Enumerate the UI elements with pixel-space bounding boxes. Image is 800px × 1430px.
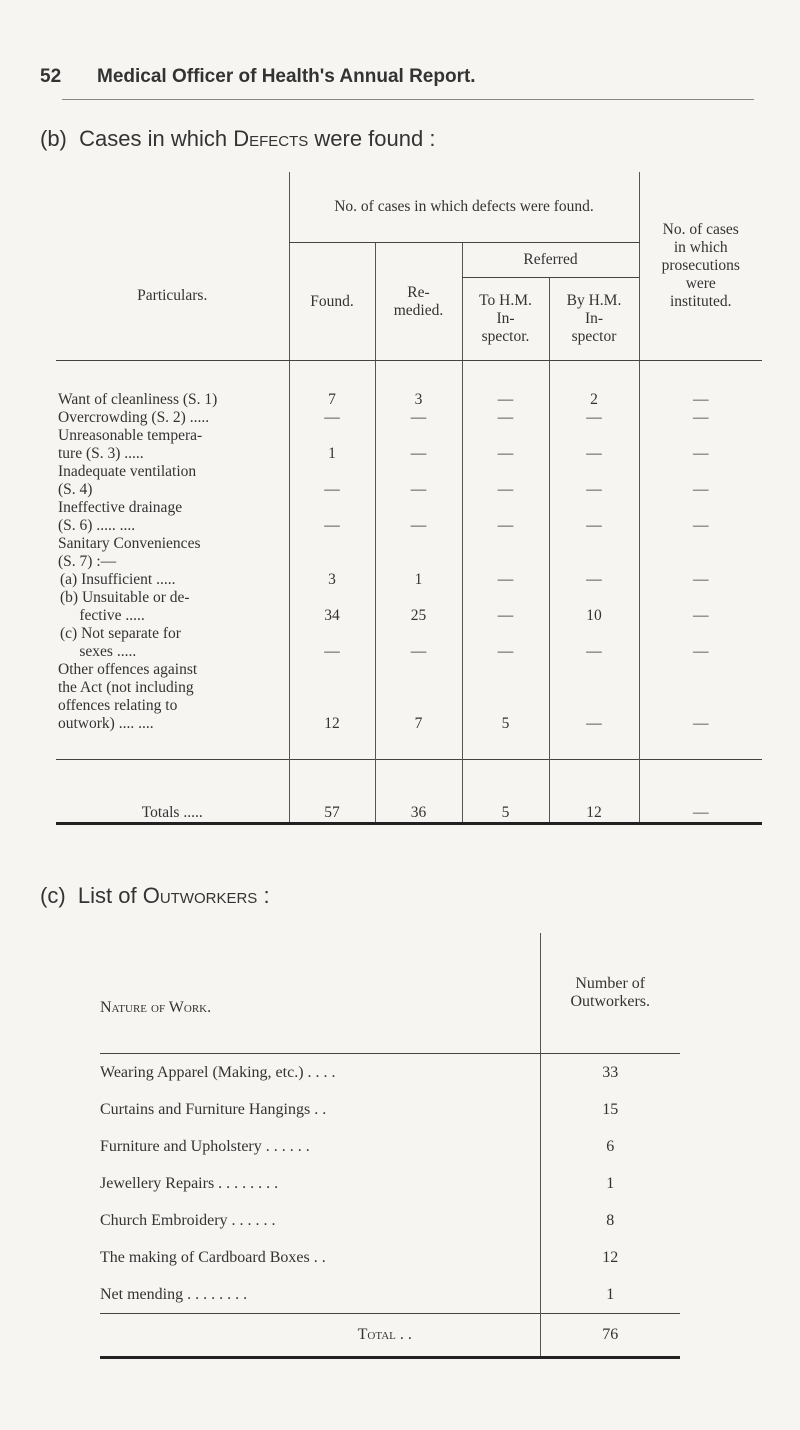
cell-remedied: 3: [375, 361, 462, 409]
total-found: 57: [289, 759, 375, 823]
row-label: Want of cleanliness (S. 1): [58, 390, 218, 408]
row-label: Ineffective drainage (S. 6) ..... ....: [58, 498, 183, 534]
cell-by-hm: [549, 535, 639, 571]
work-count: 15: [540, 1091, 680, 1128]
row-label: Sanitary Conveniences (S. 7) :—: [58, 534, 201, 570]
cell-by-hm: —: [549, 427, 639, 463]
total-remedied: 36: [375, 759, 462, 823]
cell-prosecutions: —: [639, 409, 762, 427]
cell-to-hm: —: [462, 625, 549, 661]
list-item: [100, 1091, 680, 1128]
cell-found: [289, 535, 375, 571]
work-count: 6: [540, 1128, 680, 1165]
table-row: [56, 499, 762, 535]
cell-prosecutions: —: [639, 427, 762, 463]
cell-to-hm: —: [462, 589, 549, 625]
row-label: Inadequate ventilation (S. 4): [58, 462, 197, 498]
work-nature: Wearing Apparel (Making, etc.) . . . .: [100, 1063, 336, 1081]
cell-prosecutions: [639, 535, 762, 571]
section-c-title-post: :: [257, 883, 270, 908]
list-item: [100, 1128, 680, 1165]
header-found: Found.: [289, 243, 375, 361]
header-rule: [62, 99, 754, 100]
cell-to-hm: —: [462, 361, 549, 409]
row-label: (c) Not separate for sexes .....: [60, 624, 181, 660]
cell-prosecutions: —: [639, 463, 762, 499]
work-nature: Curtains and Furniture Hangings . .: [100, 1100, 327, 1118]
work-nature: Church Embroidery . . . . . .: [100, 1211, 276, 1229]
cell-prosecutions: —: [639, 571, 762, 589]
header-prosecutions: No. of cases in which prosecutions were instituted.: [639, 172, 762, 361]
table-row: [56, 535, 762, 571]
cell-to-hm: —: [462, 571, 549, 589]
header-referred: Referred: [462, 243, 639, 278]
cell-remedied: [375, 535, 462, 571]
table-row: [56, 661, 762, 760]
defects-table: [56, 172, 762, 825]
cell-by-hm: —: [549, 661, 639, 760]
work-nature: Furniture and Upholstery . . . . . .: [100, 1137, 310, 1155]
list-item: [100, 1276, 680, 1314]
total-label: Total . .: [357, 1326, 412, 1343]
cell-to-hm: —: [462, 427, 549, 463]
work-count: 12: [540, 1239, 680, 1276]
cell-prosecutions: —: [639, 589, 762, 625]
totals-row: [56, 759, 762, 823]
row-label: Other offences against the Act (not including offences relating to outwork) .... ....: [58, 660, 198, 732]
cell-by-hm: —: [549, 409, 639, 427]
work-count: 1: [540, 1276, 680, 1314]
section-b-title-post: were found :: [308, 126, 436, 151]
cell-remedied: —: [375, 499, 462, 535]
cell-found: —: [289, 409, 375, 427]
total-to-hm: 5: [462, 759, 549, 823]
cell-prosecutions: —: [639, 625, 762, 661]
cell-remedied: —: [375, 625, 462, 661]
cell-remedied: 7: [375, 661, 462, 760]
total-row: [100, 1314, 680, 1358]
cell-found: 34: [289, 589, 375, 625]
cell-prosecutions: —: [639, 499, 762, 535]
cell-by-hm: —: [549, 463, 639, 499]
cell-to-hm: [462, 535, 549, 571]
header-particulars: Particulars.: [56, 172, 289, 361]
cell-by-hm: —: [549, 571, 639, 589]
header-remedied: Re- medied.: [375, 243, 462, 361]
header-by-hm-inspector: By H.M. In- spector: [549, 278, 639, 361]
running-title: Medical Officer of Health's Annual Report.: [97, 66, 476, 87]
work-nature: Jewellery Repairs . . . . . . . .: [100, 1174, 279, 1192]
list-item: [100, 1239, 680, 1276]
list-item: [100, 1165, 680, 1202]
cell-found: —: [289, 463, 375, 499]
work-count: 1: [540, 1165, 680, 1202]
list-item: [100, 1202, 680, 1239]
cell-to-hm: 5: [462, 661, 549, 760]
section-c-heading: [40, 883, 270, 909]
total-count: 76: [540, 1314, 680, 1358]
work-nature: Net mending . . . . . . . .: [100, 1285, 248, 1303]
page-header: [40, 66, 760, 96]
table-row: [56, 409, 762, 427]
section-c-title-sc: Outworkers: [142, 883, 258, 908]
header-to-hm-inspector: To H.M. In- spector.: [462, 278, 549, 361]
section-c-title-pre: List of: [77, 883, 143, 908]
cell-remedied: 1: [375, 571, 462, 589]
cell-found: 3: [289, 571, 375, 589]
cell-by-hm: 2: [549, 361, 639, 409]
table-row: [56, 625, 762, 661]
table-row: [56, 571, 762, 589]
cell-remedied: 25: [375, 589, 462, 625]
row-label: (b) Unsuitable or de- fective .....: [60, 588, 190, 624]
row-label: Overcrowding (S. 2) .....: [58, 408, 210, 426]
list-item: [100, 1054, 680, 1092]
outworkers-table: [100, 933, 680, 1359]
cell-found: 7: [289, 361, 375, 409]
section-b-letter: (b): [40, 126, 67, 151]
totals-label: Totals .....: [141, 803, 203, 821]
cell-remedied: —: [375, 409, 462, 427]
header-group: No. of cases in which defects were found.: [289, 172, 639, 243]
section-b-title-sc: Defects: [233, 126, 309, 151]
header-nature-of-work: Nature of Work.: [100, 933, 540, 1054]
total-by-hm: 12: [549, 759, 639, 823]
cell-by-hm: 10: [549, 589, 639, 625]
cell-by-hm: —: [549, 625, 639, 661]
table-row: [56, 589, 762, 625]
header-number-of-outworkers: Number of Outworkers.: [540, 933, 680, 1054]
total-prosecutions: —: [639, 759, 762, 823]
cell-found: —: [289, 625, 375, 661]
cell-found: 12: [289, 661, 375, 760]
work-count: 8: [540, 1202, 680, 1239]
cell-to-hm: —: [462, 499, 549, 535]
page-number: 52: [40, 66, 62, 87]
cell-prosecutions: —: [639, 361, 762, 409]
work-count: 33: [540, 1054, 680, 1092]
cell-found: —: [289, 499, 375, 535]
table-row: [56, 427, 762, 463]
cell-to-hm: —: [462, 409, 549, 427]
cell-found: 1: [289, 427, 375, 463]
row-label: (a) Insufficient .....: [60, 570, 176, 588]
work-nature: The making of Cardboard Boxes . .: [100, 1248, 326, 1266]
section-b-title-pre: Cases in which: [79, 126, 234, 151]
table-row: [56, 361, 762, 409]
table-row: [56, 463, 762, 499]
section-b-heading: [40, 126, 435, 152]
cell-to-hm: —: [462, 463, 549, 499]
cell-remedied: —: [375, 427, 462, 463]
row-label: Unreasonable tempera- ture (S. 3) .....: [58, 426, 203, 462]
cell-by-hm: —: [549, 499, 639, 535]
cell-remedied: —: [375, 463, 462, 499]
section-c-letter: (c): [40, 883, 66, 908]
cell-prosecutions: —: [639, 661, 762, 760]
